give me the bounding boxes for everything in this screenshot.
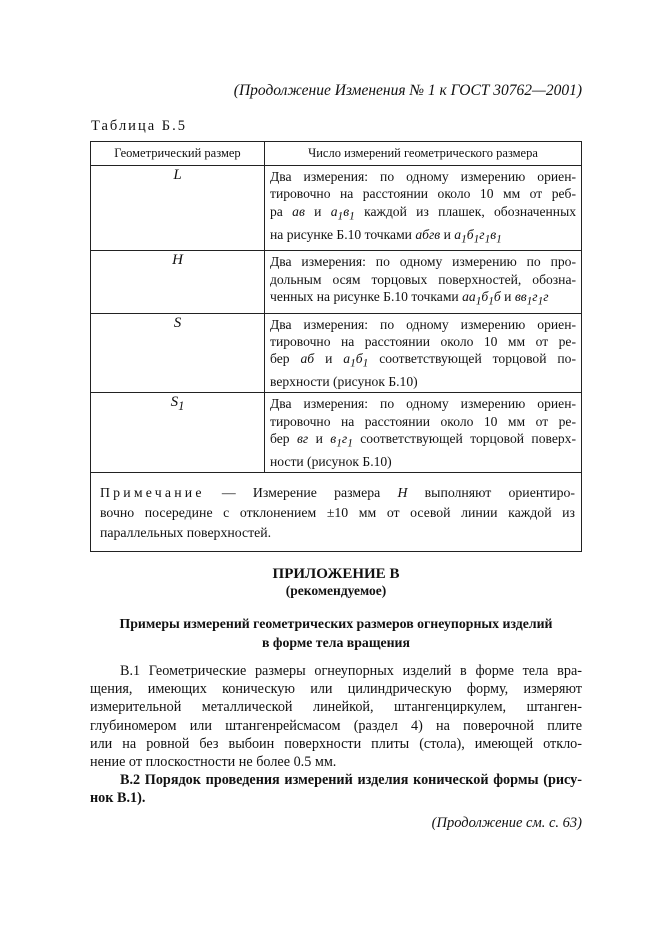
description-line: верхности (рисунок Б.10) [270,374,418,390]
description-line: на рисунке Б.10 точками абгв и $а_1б_1г_1в_1$ [270,226,502,246]
column-header-count: Число измерений геометрического размера [265,142,582,166]
description-line: Два измерения: по одному измерению ориен- [270,316,576,332]
size-symbol: L [173,167,182,184]
description-line: Два измерения: по одному измерению ориен- [270,396,576,412]
description-line: бер аб и $а_1б_1$ соответствующей торцовой по- [270,351,576,370]
measurement-description [265,251,582,313]
measurement-description [265,166,582,251]
table-header-row [91,142,582,166]
measurement-description [265,313,582,393]
table-note [91,472,582,551]
note-label: Примечание [100,484,205,500]
paragraph-line: или на ровной без выбоин поверхности плиты (стола), имеющей откло- [90,735,582,752]
note-line: Примечание — Измерение размера H выполняют ориентиро- [100,484,576,500]
note-line: параллельных поверхностей. [100,524,272,540]
appendix-title: ПРИЛОЖЕНИЕ В [272,566,400,582]
paragraph-line: В.2 Порядок проведения измерений изделия конической формы (рису- [120,772,582,789]
description-line: тировочно на расстоянии около 10 мм от ре- [270,333,576,349]
table-row [91,313,582,393]
size-symbol-subscript: 1 [178,399,185,414]
description-line: Два измерения: по одному измерению по про- [270,254,576,270]
heading-line: Примеры измерений геометрических размеров огнеупорных изделий [119,616,553,631]
table-row [91,166,582,251]
description-line: бер вг и $в_1г_1$ соответствующей торцовой поверх- [270,430,576,450]
heading-line: в форме тела вращения [262,634,410,650]
table-row [91,251,582,313]
paragraph-line: В.1 Геометрические размеры огнеупорных изделий в форме тела вра- [120,663,582,679]
table-caption: Таблица Б.5 [91,118,187,134]
description-line: Два измерения: по одному измерению ориен- [270,169,576,185]
table-b5 [90,141,582,552]
description-line: ности (рисунок Б.10) [270,453,392,469]
size-symbol-cell [91,313,265,393]
size-symbol: H [172,252,183,269]
description-line: ченных на рисунке Б.10 точками $аа_1б_1б$ и $вв_1г_1г$ [270,288,549,308]
measurement-description [265,393,582,473]
table-row [91,393,582,473]
paragraph-line: нение от плоскостности не более 0.5 мм. [90,754,337,771]
description-line: тировочно на расстоянии около 10 мм от ре- [270,413,576,429]
paragraph-line: щения, имеющих коническую или цилиндрическую форму, измеряют [90,681,582,698]
size-symbol-cell [91,166,265,251]
appendix-subtitle: (рекомендуемое) [285,583,387,598]
column-header-size: Геометрический размер [91,142,265,166]
page-footer: (Продолжение см. с. 63) [431,815,582,831]
paragraph-line: глубиномером или штангенрейсмасом (раздел 4) на поверочной плите [90,717,582,734]
size-symbol: S [170,394,179,411]
description-line: ра ав и $a_1в_1$ каждой из плашек, обозначенных [270,203,577,223]
appendix-body [90,662,582,808]
description-line: тировочно на расстоянии около 10 мм от реб- [270,186,576,202]
size-symbol: S [173,314,182,331]
table-note-row [91,472,582,551]
note-line: вочно посередине с отклонением ±10 мм от осевой линии каждой из [100,504,575,520]
appendix-heading [90,615,582,652]
paragraph-line: измерительной металлической линейкой, штангенциркулем, штанген- [90,699,582,716]
description-line: дольным осям торцовых поверхностей, обозна- [270,271,576,287]
page-header: (Продолжение Изменения № 1 к ГОСТ 30762—2001) [233,82,582,99]
size-symbol-cell [91,251,265,313]
size-symbol-cell [91,393,265,473]
paragraph-line: нок В.1). [90,790,146,807]
